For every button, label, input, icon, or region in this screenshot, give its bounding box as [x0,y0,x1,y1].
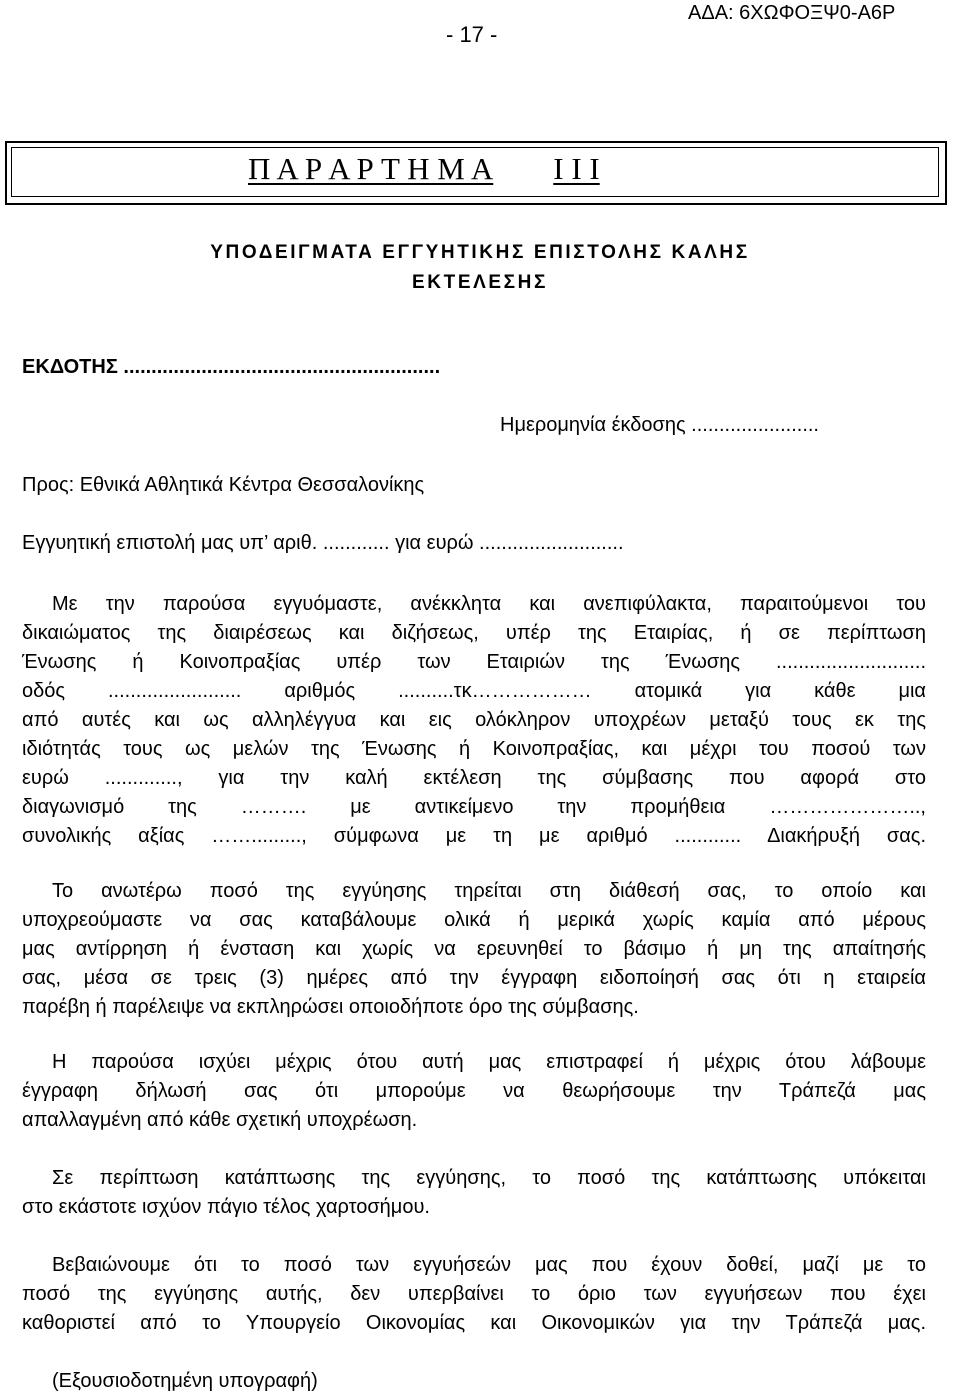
paragraph-line: ποσό της εγγύησης αυτής, δεν υπερβαίνει το όριο των εγγυήσεων που έχει [22,1283,926,1305]
ada-code: ΑΔΑ: 6ΧΩΦΟΞΨ0-Α6Ρ [688,2,896,24]
recipient-line: Προς: Εθνικά Αθλητικά Κέντρα Θεσσαλονίκης [22,474,425,496]
paragraph-line: καθοριστεί από το Υπουργείο Οικονομίας και Οικονομικών για την Τράπεζά μας. [22,1312,926,1334]
paragraph-line: Η παρούσα ισχύει μέχρις ότου αυτή μας επιστραφεί ή μέχρις ότου λάβουμε [52,1051,926,1073]
paragraph-line: ιδιότητάς τους ως μελών της Ένωσης ή Κοινοπραξίας, και μέχρι του ποσού των [22,738,926,760]
subtitle-line-1: ΥΠΟΔΕΙΓΜΑΤΑ ΕΓΓΥΗΤΙΚΗΣ ΕΠΙΣΤΟΛΗΣ ΚΑΛΗΣ [210,242,750,263]
paragraph-line: Βεβαιώνουμε ότι το ποσό των εγγυήσεών μας που έχουν δοθεί, μαζί με το [52,1254,926,1276]
paragraph-line: ευρώ ............., για την καλή εκτέλεση της σύμβασης που αφορά στο [22,767,926,789]
paragraph-line: παρέβη ή παρέλειψε να εκπληρώσει οποιοδήποτε όρο της σύμβασης. [22,996,639,1018]
paragraph-line: έγγραφη δήλωσή σας ότι μπορούμε να θεωρήσουμε την Τράπεζά μας [22,1080,926,1102]
paragraph-line: μας αντίρρηση ή ένσταση και χωρίς να ερευνηθεί το βάσιμο ή μη της απαίτησής [22,938,926,960]
annex-word: Π Α Ρ Α Ρ Τ Η Μ Α [248,151,494,186]
paragraph-line: Ένωσης ή Κοινοπραξίας υπέρ των Εταιριών της Ένωσης ........................... [22,651,926,673]
paragraph-line: σας, μέσα σε τρεις (3) ημέρες από την έγγραφη ειδοποίησή σας ότι η εταιρεία [22,967,926,989]
paragraph-line: στο εκάστοτε ισχύον πάγιο τέλος χαρτοσήμου. [22,1196,430,1218]
paragraph-line: από αυτές και ως αλληλέγγυα και εις ολόκληρον υπoχρέων μεταξύ τους εκ της [22,709,926,731]
subtitle-line-2: ΕΚΤΕΛΕΣΗΣ [412,272,548,293]
issuer-field: ΕΚΔΟΤΗΣ ......................................................... [22,356,441,378]
page-number: - 17 - [446,22,498,47]
annex-numeral: I I I [553,151,600,186]
paragraph-line: απαλλαγμένη από κάθε σχετική υποχρέωση. [22,1109,418,1131]
paragraph-line: διαγωνισμό της ………. με αντικείμενο την προμήθεια ………………….., [22,796,926,818]
paragraph-line: υποχρεούμαστε να σας καταβάλουμε ολικά ή μερικά χωρίς καμία από μέρους [22,909,926,931]
letter-reference-line: Εγγυητική επιστολή μας υπ’ αριθ. ............ για ευρώ .......................... [22,532,624,554]
paragraph-line: Το ανωτέρω ποσό της εγγύησης τηρείται στη διάθεσή σας, το οποίο και [52,880,926,902]
paragraph-line: Με την παρούσα εγγυόμαστε, ανέκκλητα και ανεπιφύλακτα, παραιτούμενοι του [52,593,926,615]
signature-label: (Εξουσιοδοτημένη υπογραφή) [52,1370,318,1392]
paragraph-line: Σε περίπτωση κατάπτωσης της εγγύησης, το ποσό της κατάπτωσης υπόκειται [52,1167,926,1189]
paragraph-line: οδός ........................ αριθμός ..........τκ……………… ατομικά για κάθε μια [22,680,926,702]
annex-title [248,151,600,187]
issue-date-field: Ημερομηνία έκδοσης ....................... [500,414,819,436]
paragraph-line: δικαιώματος της διαιρέσεως και διζήσεως, υπέρ της Εταιρίας, ή σε περίπτωση [22,622,926,644]
paragraph-line: συνολικής αξίας ……........., σύμφωνα με τη με αριθμό ............ Διακήρυξή σας. [22,825,926,847]
